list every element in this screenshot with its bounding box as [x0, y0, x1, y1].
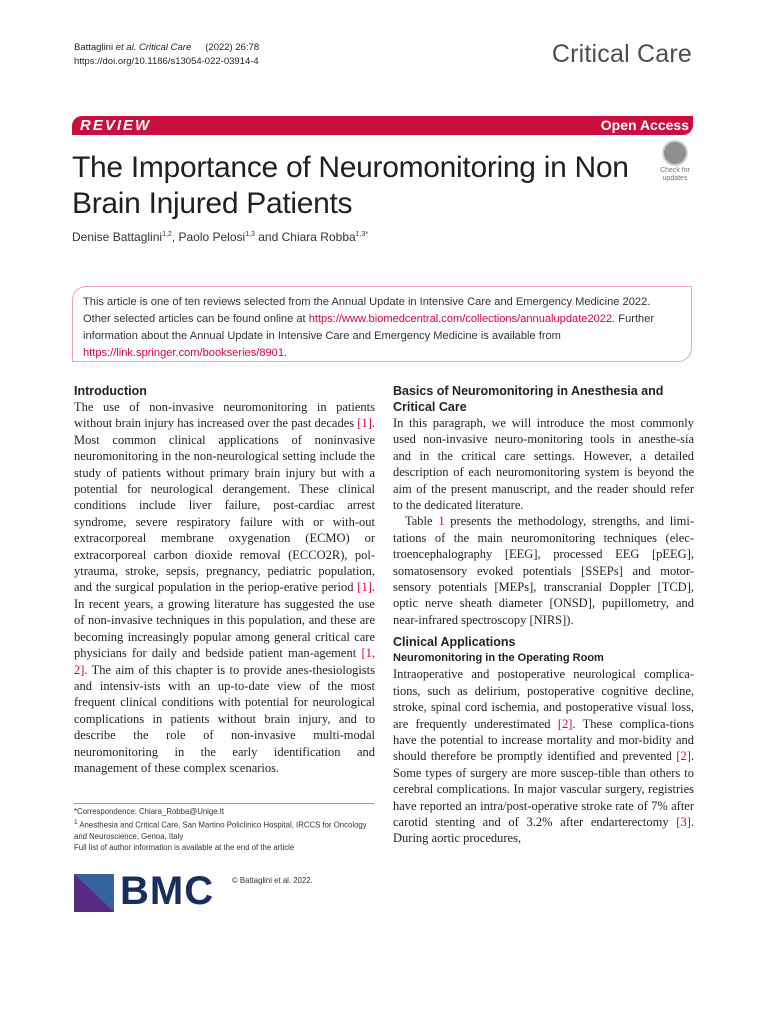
ref-link[interactable]: [3]	[676, 814, 691, 829]
article-type-band	[72, 116, 693, 135]
left-column	[74, 383, 375, 776]
operating-room-paragraph	[393, 666, 694, 846]
basics-paragraph-1: In this paragraph, we will introduce the most commonly used non-invasive neuro-monitoring tools in anesthe-sia and in the critical care settings. However, a detailed description of each neuromonitoring system is beyond the aim of the present manuscript, and the reader should refer to the dedicated literature.	[393, 416, 694, 513]
author-3-affil: 1,3*	[355, 231, 369, 238]
text-run: . During aortic procedures,	[393, 814, 694, 846]
text-run: presents the methodology, strengths, and limi-tations of the main neuromonitoring techniques (elec-troencephalography [EEG], processed EEG [pEEG], somatosensory evoked potentials [SSEPs] and motor-sensory potentials [MEPs], transcranial Doppler [TCD], optic nerve sheath diameter [ONSD], pupillometry, and near-infrared spectroscopy [NIRS]).	[393, 514, 694, 627]
text-run: . The aim of this chapter is to provide anes-thesiologists and intensiv-ists with an up-to-date view of the most frequent clinical conditions with potential for neurological complications in patients without brain injury, and to describe the role of non-invasive multi-modal neuromonitoring in the early identification and management of these complex scenarios.	[74, 662, 375, 775]
ref-link[interactable]: [1]	[357, 416, 372, 431]
author-info-note: Full list of author information is available at the end of the article	[74, 842, 295, 852]
author-3[interactable]: Chiara Robba	[281, 230, 356, 244]
note-text: This article is one of ten reviews selected from the Annual Update in Intensive Care and Emergency Medicine 2022. Other selected articles can be found online at	[83, 296, 651, 325]
author-1[interactable]: Denise Battaglini	[72, 230, 163, 244]
text-run: . Some types of surgery are more suscep-tible than others to cerebral complications. In major vascular surgery, registries have reported an intra/post-operative stroke rate of 7% after carotid stenting and of 3.2% after endarterectomy	[393, 749, 694, 829]
check-updates-icon	[662, 140, 688, 166]
right-column	[393, 383, 694, 847]
ref-link[interactable]: [1]	[357, 580, 372, 595]
bmc-logo-text: BMC	[120, 869, 215, 913]
annual-update-note	[72, 286, 692, 362]
check-updates-line2: updates	[662, 175, 688, 182]
text-run: . In recent years, a growing literature has suggested the use of non-invasive techniques in this population, and these are becoming increasingly popular among general critical care physicians for daily and bedside patient man-agement	[74, 580, 375, 661]
affil-text: Anesthesia and Critical Care, San Martino Policlinico Hospital, IRCCS for Oncology and Neuroscience, Genoa, Italy	[74, 820, 367, 841]
bmc-logo-icon	[74, 874, 114, 912]
section-heading-basics: Basics of Neuromonitoring in Anesthesia and Critical Care	[393, 384, 664, 414]
ref-link[interactable]: [2]	[676, 749, 691, 764]
copyright: © Battaglini et al. 2022.	[232, 876, 313, 885]
intro-paragraph	[74, 399, 375, 776]
collection-link[interactable]: https://www.biomedcentral.com/collections/annualupdate2022	[308, 313, 613, 325]
note-text: . Further information about the Annual Update in Intensive Care and Emergency Medicine is available from	[83, 313, 655, 342]
article-type-label: REVIEW	[80, 117, 152, 134]
check-for-updates-badge[interactable]	[656, 140, 694, 180]
correspondence: *Correspondence: Chiara_Robba@Unige.It	[74, 807, 225, 816]
affil-number: 1	[74, 819, 78, 826]
author-1-affil: 1,2	[162, 231, 172, 238]
affiliation	[74, 817, 374, 842]
section-heading-clinical-applications: Clinical Applications	[393, 635, 516, 650]
author-2[interactable]: Paolo Pelosi	[178, 230, 246, 244]
bookseries-link[interactable]: https://link.springer.com/bookseries/8901	[83, 347, 285, 359]
text-run: The use of non-invasive neuromonitoring in patients without brain injury has increased over the past decades	[74, 400, 375, 431]
cite-etal: et al.	[115, 42, 137, 53]
note-text: .	[284, 347, 288, 359]
text-run: . These complica-tions have the potential to increase mortality and mor-bidity and should therefore be promptly identified and prevented	[393, 716, 694, 764]
text-run: . Most common clinical applications of noninvasive neuromonitoring in the non-neurological setting include the study of patients without primary brain injury but with a potential for neurological derangement. These clinical conditions include liver failure, post-cardiac arrest syndrome, severe respiratory failure with or with-out extracorporeal membrane oxygenation (ECMO) or extracorporeal carbon dioxide removal (ECCO2R), pol-ytrauma, stroke, sepsis, pregnancy, pediatric population, and the surgical population in the periop-erative period	[74, 416, 375, 595]
check-updates-line1: Check for	[660, 167, 690, 174]
cite-journal: Critical Care	[138, 42, 192, 53]
author-sep: and	[254, 230, 282, 244]
table-ref-link[interactable]: 1	[438, 514, 445, 529]
section-heading-introduction: Introduction	[74, 384, 147, 398]
ref-link[interactable]: [2]	[557, 716, 573, 731]
text-run: Table	[405, 514, 439, 529]
open-access-label: Open Access	[600, 117, 689, 133]
text-run: Intraoperative and postoperative neurological complica-tions, such as delirium, postoperative cognitive decline, stroke, spinal cord ischemia, and postoperative visual loss, are frequently underestimated	[393, 667, 694, 731]
cite-authors: Battaglini	[74, 42, 116, 53]
bmc-logo[interactable]	[74, 869, 219, 913]
doi-link[interactable]: https://doi.org/10.1186/s13054-022-03914-4	[74, 56, 259, 67]
journal-name: Critical Care	[551, 40, 692, 68]
author-sep: ,	[171, 230, 179, 244]
subsection-heading-operating-room: Neuromonitoring in the Operating Room	[393, 652, 604, 665]
author-2-affil: 1,3	[245, 231, 255, 238]
citation-header	[74, 41, 259, 69]
author-list	[72, 230, 368, 244]
ref-link[interactable]: [1, 2]	[74, 646, 375, 677]
cite-year: (2022) 26:78	[205, 42, 260, 53]
article-title: The Importance of Neuromonitoring in Non Brain Injured Patients	[72, 151, 629, 220]
basics-paragraph-2	[393, 513, 694, 628]
footnotes	[74, 803, 374, 853]
